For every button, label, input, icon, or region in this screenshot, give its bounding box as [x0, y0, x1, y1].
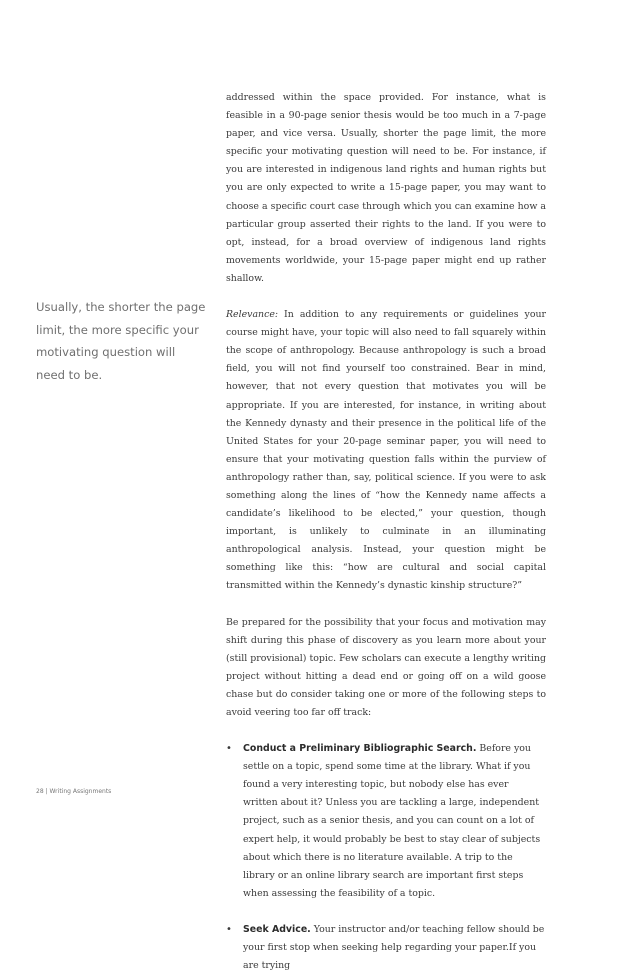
- body-paragraph-focus: Be prepared for the possibility that your focus and motivation may shift during this phase of discovery as you learn more about your (still provisional) topic. Few scholars can execute a lengthy writing project without hitting a dead end or going off on a wild goose chase but do consider taking one or more of the following steps to avoid veering too far off track:: [226, 616, 546, 718]
- main-text-column: [226, 89, 546, 975]
- footer-separator: |: [45, 788, 48, 795]
- relevance-text: In addition to any requirements or guidelines your course might have, your topic will also need to fall squarely within the scope of anthropology. Because anthropology is such a broad field, you will not find yourself too constrained. Bear in mind, however, that not every question that motivates you will be appropriate. If you are interested, for instance, in writing about the Kennedy dynasty and their presence in the political life of the United States for your 20-page seminar paper, you will need to ensure that your motivating question falls within the purview of anthropology rather than, say, political science. If you were to ask something along the lines of “how the Kennedy name affects a candidate’s likelihood to be elected,” your question, though important, is unlikely to culminate in an illuminating anthropological analysis. Instead, your question might be something like this: “how are cultural and social capital transmitted within the Kennedy’s dynastic kinship structure?”: [226, 309, 546, 592]
- list-item: [226, 921, 546, 975]
- page-footer: [36, 788, 111, 795]
- relevance-lead-in: Relevance:: [226, 309, 279, 321]
- list-item: [226, 740, 546, 903]
- pull-quote: Usually, the shorter the page limit, the more specific your motivating question will need to be.: [36, 300, 206, 382]
- bullet-icon: •: [226, 743, 232, 755]
- body-paragraph-relevance: [226, 306, 546, 596]
- page-number: 28: [36, 788, 44, 795]
- steps-list: [226, 740, 546, 975]
- footer-section-title: Writing Assignments: [49, 788, 112, 795]
- body-paragraph-scope: addressed within the space provided. For instance, what is feasible in a 90-page senior thesis would be too much in a 7-page paper, and vice versa. Usually, shorter the page limit, the more specific your motivating question will need to be. For instance, if you are interested in indigenous land rights and human rights but you are only expected to write a 15-page paper, you may want to choose a specific court case through which you can examine how a particular group asserted their rights to the land. If you were to opt, instead, for a broad overview of indigenous land rights movements worldwide, your 15-page paper might end up rather shallow.: [226, 92, 546, 284]
- bullet-title: Seek Advice.: [243, 923, 311, 935]
- bullet-icon: •: [226, 923, 232, 935]
- bullet-title: Conduct a Preliminary Bibliographic Search.: [243, 743, 477, 755]
- bullet-text: Your instructor and/or teaching fellow should be your first stop when seeking help regarding your paper.If you are trying: [243, 923, 545, 972]
- bullet-text: Before you settle on a topic, spend some time at the library. What if you found a very interesting topic, but nobody else has ever written about it? Unless you are tackling a large, independent project, such as a senior thesis, and you can count on a lot of expert help, it would probably be best to stay clear of subjects about which there is no literature available. A trip to the library or an online library search are important first steps when assessing the feasibility of a topic.: [243, 743, 541, 899]
